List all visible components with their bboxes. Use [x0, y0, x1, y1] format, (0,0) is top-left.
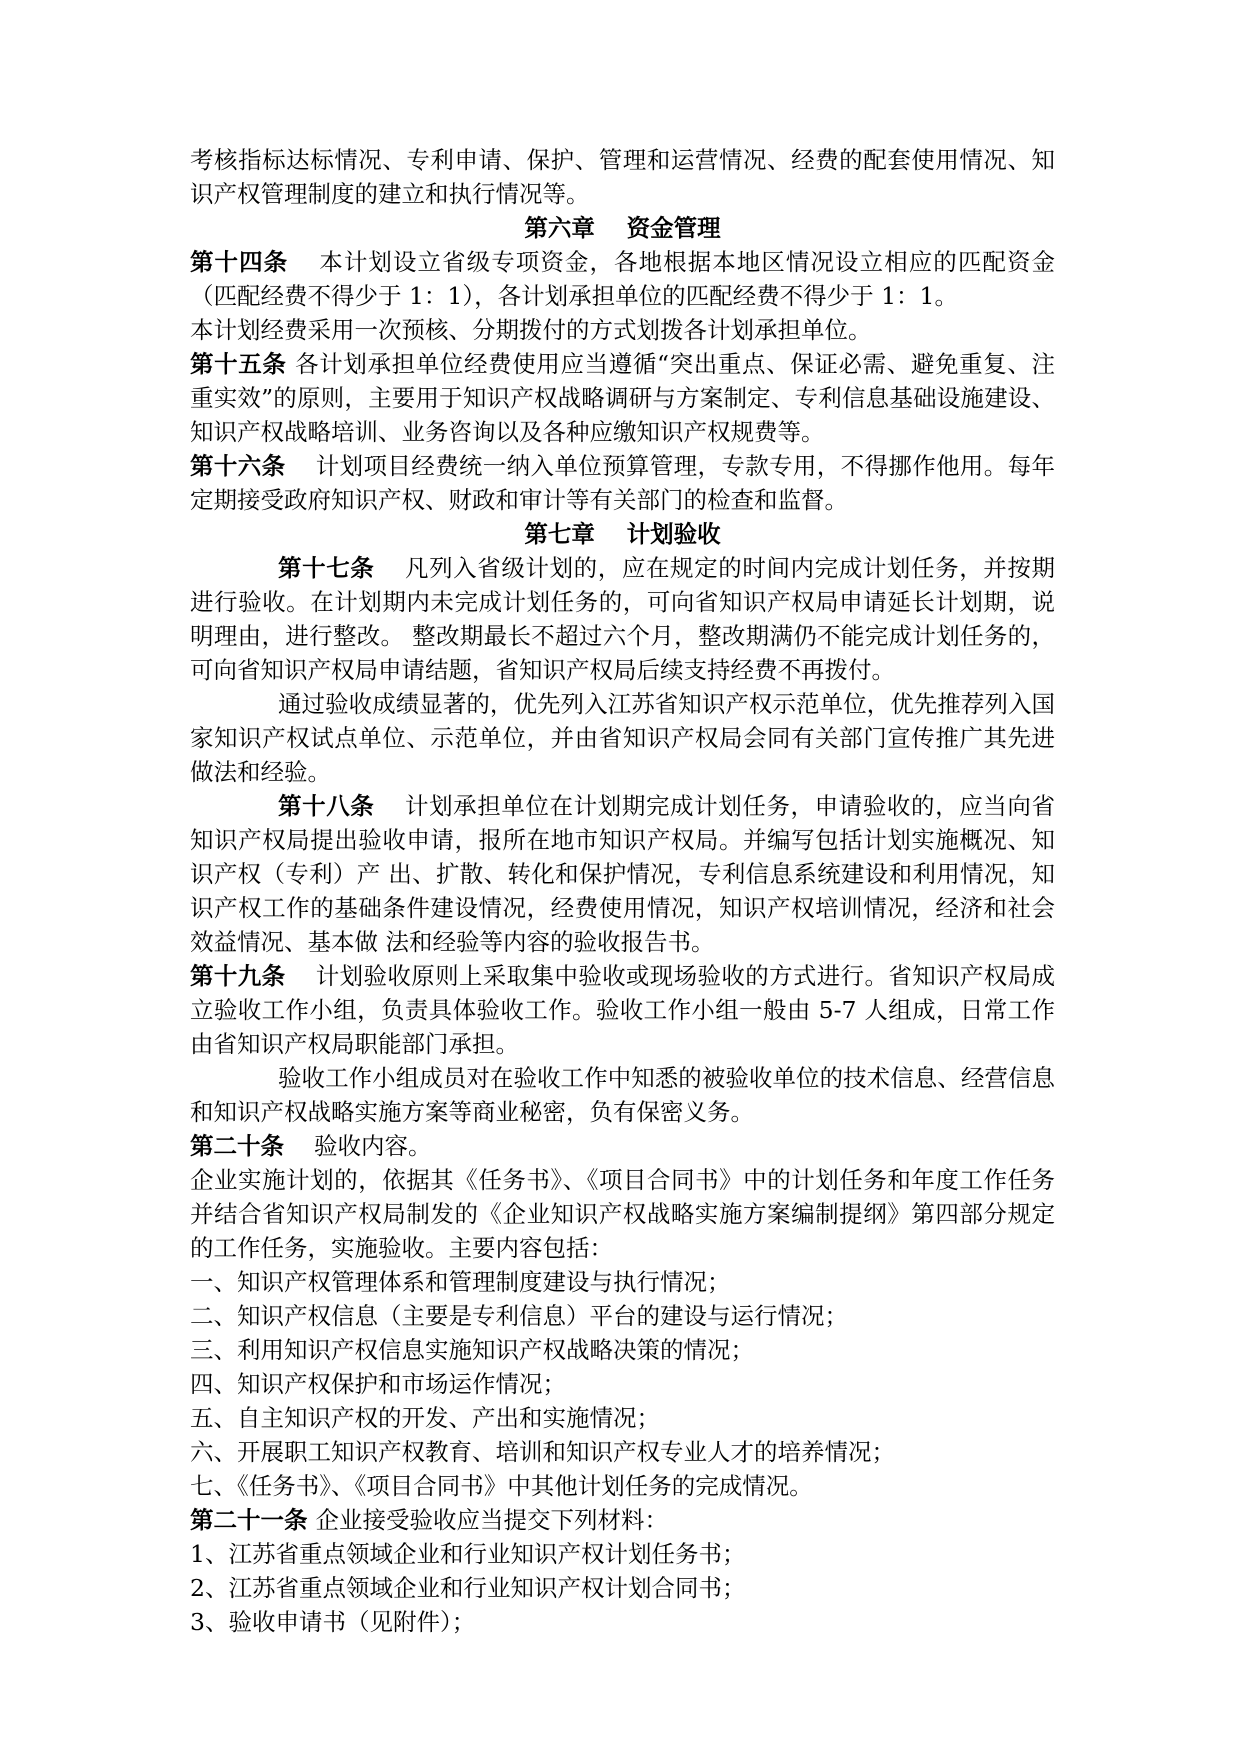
article-17-text: 凡列入省级计划的，应在规定的时间内完成计划任务，并按期进行验收。在计划期内未完成计划任务的，可向省知识产权局申请延长计划期，说明理由，进行整改。 整改期最长不超过六个月，整改期满仍不能完成计划任务的，可向省知识产权局申请结题，省知识产权局后续支持经费不再拨付。 — [190, 554, 1056, 684]
list-item-2: 二、知识产权信息（主要是专利信息）平台的建设与运行情况； — [190, 1302, 848, 1330]
article-17-label: 第十七条 — [278, 554, 375, 582]
article-16-text: 计划项目经费统一纳入单位预算管理，专款专用，不得挪作他用。每年定期接受政府知识产权、财政和审计等有关部门的检查和监督。 — [190, 452, 1056, 514]
article-20-label: 第二十条 — [190, 1132, 284, 1160]
article-20 — [190, 1129, 1055, 1163]
article-14 — [190, 245, 1055, 313]
paragraph-assessment: 考核指标达标情况、专利申请、保护、管理和运营情况、经费的配套使用情况、知识产权管理制度的建立和执行情况等。 — [190, 146, 1055, 208]
article-20-text: 验收内容。 — [314, 1132, 432, 1160]
article-14-label: 第十四条 — [190, 248, 289, 276]
article-14-text: 本计划设立省级专项资金，各地根据本地区情况设立相应的匹配资金（匹配经费不得少于 1：1），各计划承担单位的匹配经费不得少于 1：1。 — [190, 248, 1056, 310]
article-18 — [190, 789, 1055, 959]
chapter-6-heading: 第六章 资金管理 — [524, 214, 721, 242]
article-15-label: 第十五条 — [190, 350, 287, 378]
article-15-text: 各计划承担单位经费使用应当遵循“突出重点、保证必需、避免重复、注重实效”的原则，主要用于知识产权战略调研与方案制定、专利信息基础设施建设、知识产权战略培训、业务咨询以及各种应缴知识产权规费等。 — [190, 350, 1055, 446]
article-21-label: 第二十一条 — [190, 1506, 308, 1534]
list-item-5: 五、自主知识产权的开发、产出和实施情况； — [190, 1404, 660, 1432]
list-item-1: 一、知识产权管理体系和管理制度建设与执行情况； — [190, 1268, 731, 1296]
paragraph-confidentiality: 验收工作小组成员对在验收工作中知悉的被验收单位的技术信息、经营信息和知识产权战略实施方案等商业秘密，负有保密义务。 — [190, 1064, 1055, 1126]
list-item-3: 三、利用知识产权信息实施知识产权战略决策的情况； — [190, 1336, 754, 1364]
material-item-1: 1、江苏省重点领域企业和行业知识产权计划任务书； — [190, 1540, 746, 1568]
article-19-text: 计划验收原则上采取集中验收或现场验收的方式进行。省知识产权局成立验收工作小组，负责具体验收工作。验收工作小组一般由 5-7 人组成，日常工作由省知识产权局职能部门承担。 — [190, 962, 1056, 1058]
material-item-3: 3、验收申请书（见附件）； — [190, 1608, 476, 1636]
material-item-2: 2、江苏省重点领域企业和行业知识产权计划合同书； — [190, 1574, 746, 1602]
paragraph-enterprise-plan: 企业实施计划的，依据其《任务书》、《项目合同书》中的计划任务和年度工作任务并结合省知识产权局制发的《企业知识产权战略实施方案编制提纲》第四部分规定的工作任务，实施验收。主要内容包括： — [190, 1166, 1055, 1262]
article-19-label: 第十九条 — [190, 962, 286, 990]
list-item-7: 七、《任务书》、《项目合同书》中其他计划任务的完成情况。 — [190, 1472, 813, 1500]
article-21-text: 企业接受验收应当提交下列材料： — [315, 1506, 668, 1534]
article-16 — [190, 449, 1055, 517]
article-21 — [190, 1503, 1055, 1537]
article-18-label: 第十八条 — [278, 792, 375, 820]
article-16-label: 第十六条 — [190, 452, 286, 480]
article-17 — [190, 551, 1055, 687]
document-page — [190, 143, 1055, 1639]
list-item-6: 六、开展职工知识产权教育、培训和知识产权专业人才的培养情况； — [190, 1438, 895, 1466]
chapter-7-heading: 第七章 计划验收 — [524, 520, 721, 548]
list-item-4: 四、知识产权保护和市场运作情况； — [190, 1370, 566, 1398]
paragraph-excellent-results: 通过验收成绩显著的，优先列入江苏省知识产权示范单位，优先推荐列入国家知识产权试点单位、示范单位，并由省知识产权局会同有关部门宣传推广其先进做法和经验。 — [190, 690, 1055, 786]
paragraph-funds-allocation: 本计划经费采用一次预核、分期拨付的方式划拨各计划承担单位。 — [190, 316, 872, 344]
article-18-text: 计划承担单位在计划期完成计划任务，申请验收的，应当向省知识产权局提出验收申请，报所在地市知识产权局。并编写包括计划实施概况、知识产权（专利）产 出、扩散、转化和保护情况，专利信息系统建设和利用情况，知识产权工作的基础条件建设情况，经费使用情况，知识产权培训情况，经济和社会效益情况、基本做 法和经验等内容的验收报告书。 — [190, 792, 1056, 956]
article-15 — [190, 347, 1055, 449]
article-19 — [190, 959, 1055, 1061]
